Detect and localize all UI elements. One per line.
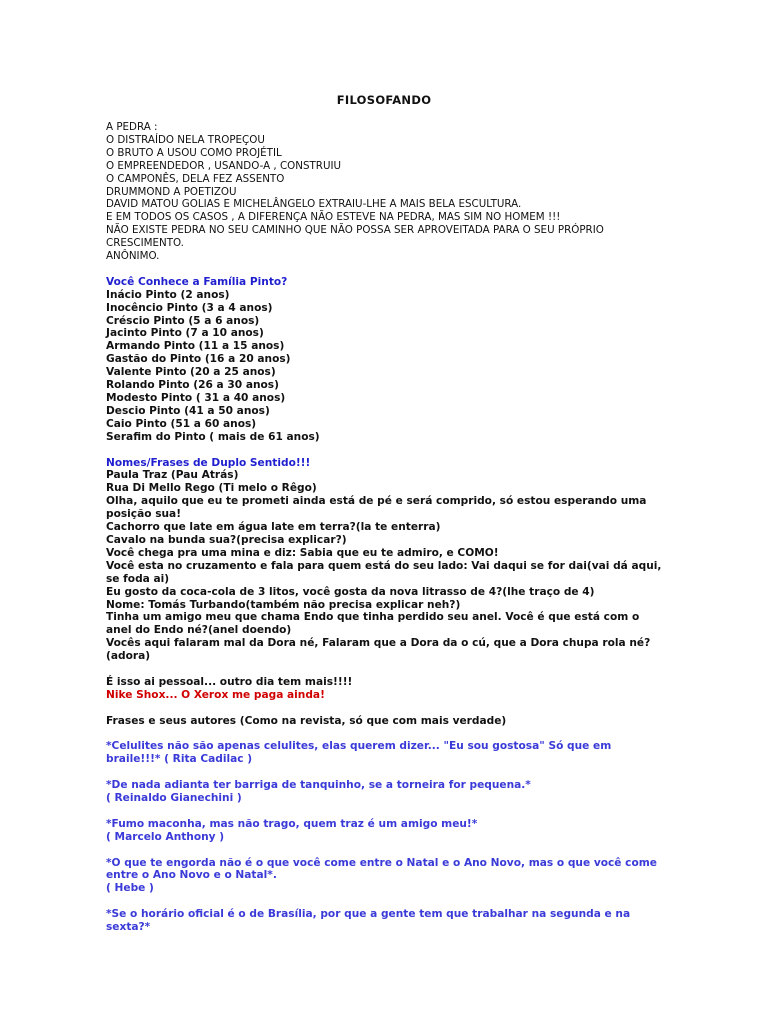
poem-line: DRUMMOND A POETIZOU xyxy=(106,185,237,198)
familia-list xyxy=(106,289,666,444)
poem-line: A PEDRA : xyxy=(106,121,158,133)
list-item: Paula Traz (Pau Atrás) xyxy=(106,469,239,482)
list-item: Olha, aquilo que eu te prometi ainda está de pé e será comprido, só estou esperando uma posição sua! xyxy=(106,495,647,521)
quote-author: ( Marcelo Anthony ) xyxy=(106,830,225,843)
quote-author: ( Hebe ) xyxy=(106,882,154,895)
list-item: Cachorro que late em água late em terra?(la te enterra) xyxy=(106,521,441,534)
familia-heading: Você Conhece a Família Pinto? xyxy=(106,275,288,288)
list-item: Inocêncio Pinto (3 a 4 anos) xyxy=(106,301,273,314)
poem-line: E EM TODOS OS CASOS , A DIFERENÇA NÃO ESTEVE NA PEDRA, MAS SIM NO HOMEM !!! xyxy=(106,211,561,224)
document-page xyxy=(106,93,666,934)
quote-text: *Celulites não são apenas celulites, elas querem dizer... "Eu sou gostosa" Só que em braile!!!* ( Rita Cadilac ) xyxy=(106,740,612,766)
quote-text: *De nada adianta ter barriga de tanquinho, se a torneira for pequena.* xyxy=(106,779,531,792)
list-item: Gastão do Pinto (16 a 20 anos) xyxy=(106,353,291,366)
list-item: Valente Pinto (20 a 25 anos) xyxy=(106,366,276,379)
list-item: Nome: Tomás Turbando(também não precisa explicar neh?) xyxy=(106,598,461,611)
nike-line: Nike Shox... O Xerox me paga ainda! xyxy=(106,688,325,701)
page-title: FILOSOFANDO xyxy=(336,93,432,107)
list-item: Armando Pinto (11 a 15 anos) xyxy=(106,340,285,353)
quote-text: *Se o horário oficial é o de Brasília, por que a gente tem que trabalhar na segunda e na sexta?* xyxy=(106,908,631,934)
list-item: Vocês aqui falaram mal da Dora né, Falaram que a Dora da o cú, que a Dora chupa rola né?(adora) xyxy=(106,637,651,663)
nomes-list xyxy=(106,469,662,663)
poem-line: O EMPREENDEDOR , USANDO-A , CONSTRUIU xyxy=(106,159,342,172)
list-item: Descio Pinto (41 a 50 anos) xyxy=(106,404,270,417)
poem-line: NÃO EXISTE PEDRA NO SEU CAMINHO QUE NÃO POSSA SER APROVEITADA PARA O SEU PRÓPRIO CRESCIMENTO. xyxy=(106,224,604,250)
list-item: Créscio Pinto (5 a 6 anos) xyxy=(106,314,260,327)
list-item: Você esta no cruzamento e fala para quem está do seu lado: Vai daqui se for dai(vai dá aqui, se foda ai) xyxy=(106,559,662,585)
list-item: Serafim do Pinto ( mais de 61 anos) xyxy=(106,430,320,443)
quote-text: *Fumo maconha, mas não trago, quem traz é um amigo meu!* xyxy=(106,817,478,830)
poem-line: DAVID MATOU GOLIAS E MICHELÂNGELO EXTRAIU-LHE A MAIS BELA ESCULTURA. xyxy=(106,198,522,211)
list-item: Modesto Pinto ( 31 a 40 anos) xyxy=(106,392,286,405)
closing-line: É isso ai pessoal... outro dia tem mais!!!! xyxy=(106,675,353,688)
list-item: Caio Pinto (51 a 60 anos) xyxy=(106,417,257,430)
list-item: Rua Di Mello Rego (Ti melo o Rêgo) xyxy=(106,482,317,495)
nomes-heading: Nomes/Frases de Duplo Sentido!!! xyxy=(106,456,311,469)
list-item: Eu gosto da coca-cola de 3 litos, você gosta da nova litrasso de 4?(lhe traço de 4) xyxy=(106,585,595,598)
list-item: Jacinto Pinto (7 a 10 anos) xyxy=(106,327,264,340)
poem-line: O DISTRAÍDO NELA TROPEÇOU xyxy=(106,133,265,146)
list-item: Inácio Pinto (2 anos) xyxy=(106,288,230,301)
poem-line: O CAMPONÊS, DELA FEZ ASSENTO xyxy=(106,172,285,185)
list-item: Cavalo na bunda sua?(precisa explicar?) xyxy=(106,533,347,546)
list-item: Tinha um amigo meu que chama Endo que tinha perdido seu anel. Você é que está com o anel do Endo né?(anel doendo) xyxy=(106,611,640,637)
poem-line: ANÔNIMO. xyxy=(106,250,160,263)
frases-heading: Frases e seus autores (Como na revista, só que com mais verdade) xyxy=(106,714,507,727)
list-item: Rolando Pinto (26 a 30 anos) xyxy=(106,379,279,392)
poem-block xyxy=(106,121,666,263)
quote-text: *O que te engorda não é o que você come entre o Natal e o Ano Novo, mas o que você come entre o Ano Novo e o Natal*. xyxy=(106,856,657,882)
list-item: Você chega pra uma mina e diz: Sabia que eu te admiro, e COMO! xyxy=(106,546,499,559)
poem-line: O BRUTO A USOU COMO PROJÉTIL xyxy=(106,146,282,159)
quote-author: ( Reinaldo Gianechini ) xyxy=(106,792,242,805)
